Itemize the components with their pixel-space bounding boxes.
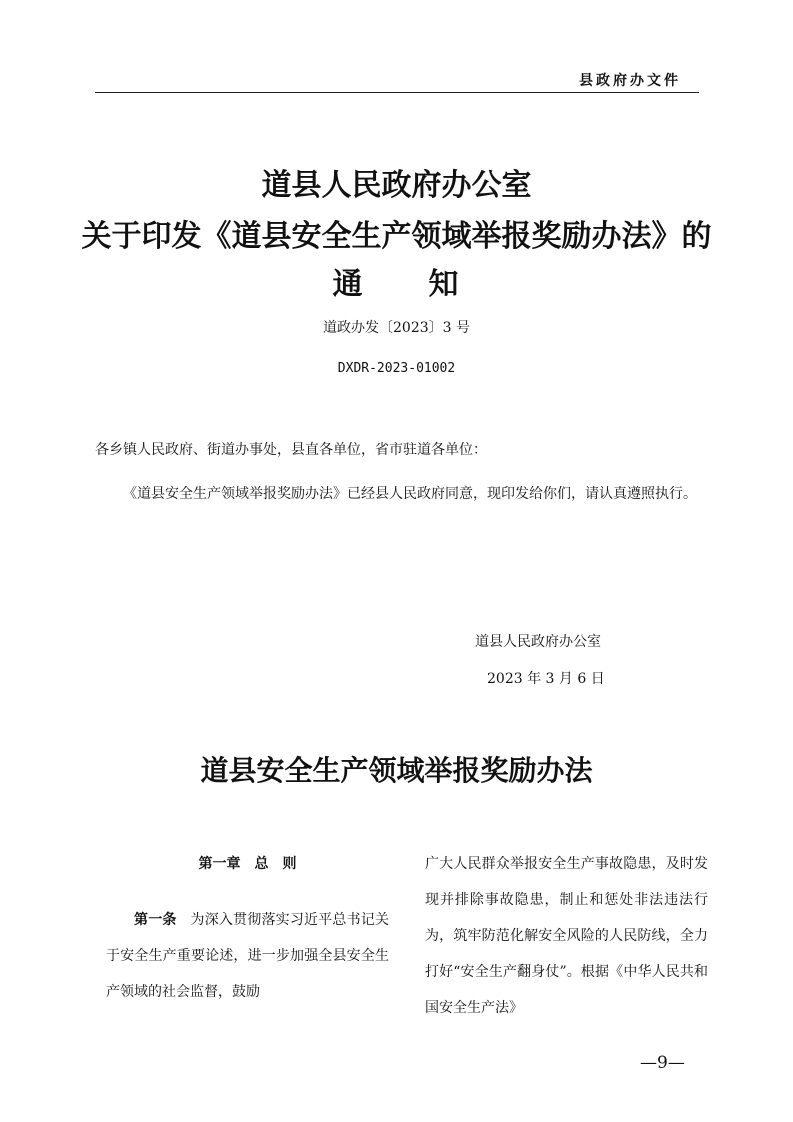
right-column — [425, 846, 708, 1026]
document-type-label: 县政府办文件 — [579, 73, 681, 89]
article-1-part-1 — [106, 902, 389, 1010]
document-number: 道政办发〔2023〕3 号 — [323, 320, 470, 336]
header-divider — [95, 92, 699, 93]
regulation-title: 道县安全生产领域举报奖励办法 — [200, 754, 593, 787]
notice-body: 《道县安全生产领域举报奖励办法》已经县人民政府同意，现印发给你们，请认真遵照执行。 — [123, 486, 697, 502]
left-column — [106, 846, 389, 1010]
salutation: 各乡镇人民政府、街道办事处，县直各单位，省市驻道各单位： — [95, 442, 487, 458]
notice-title-line-2: 关于印发《道县安全生产领域举报奖励办法》的 — [81, 219, 712, 254]
signature-organization: 道县人民政府办公室 — [475, 634, 601, 650]
article-1-label: 第一条 — [134, 912, 177, 928]
document-code: DXDR-2023-01002 — [337, 361, 456, 376]
notice-title-char-2: 知 — [428, 267, 461, 302]
chapter-heading — [106, 846, 389, 882]
page-number: —9— — [640, 1053, 685, 1073]
chapter-number: 第一章 — [198, 856, 241, 872]
article-1-text-left: 为深入贯彻落实习近平总书记关于安全生产重要论述，进一步加强全县安全生产领域的社会监督，鼓励 — [106, 912, 390, 1000]
article-1-text-right: 广大人民群众举报安全生产事故隐患，及时发现并排除事故隐患，制止和惩处非法违法行为，筑牢防范化解安全风险的人民防线，全力打好“安全生产翻身仗”。根据《中华人民共和国安全生产法》 — [425, 856, 708, 1016]
signature-date: 2023 年 3 月 6 日 — [487, 671, 605, 687]
notice-title-char-1: 通 — [332, 267, 365, 302]
notice-title-line-3 — [0, 265, 793, 305]
chapter-title-char-1: 总 — [254, 856, 269, 872]
chapter-title-char-2: 则 — [282, 856, 297, 872]
notice-title-line-1: 道县人民政府办公室 — [261, 168, 532, 203]
